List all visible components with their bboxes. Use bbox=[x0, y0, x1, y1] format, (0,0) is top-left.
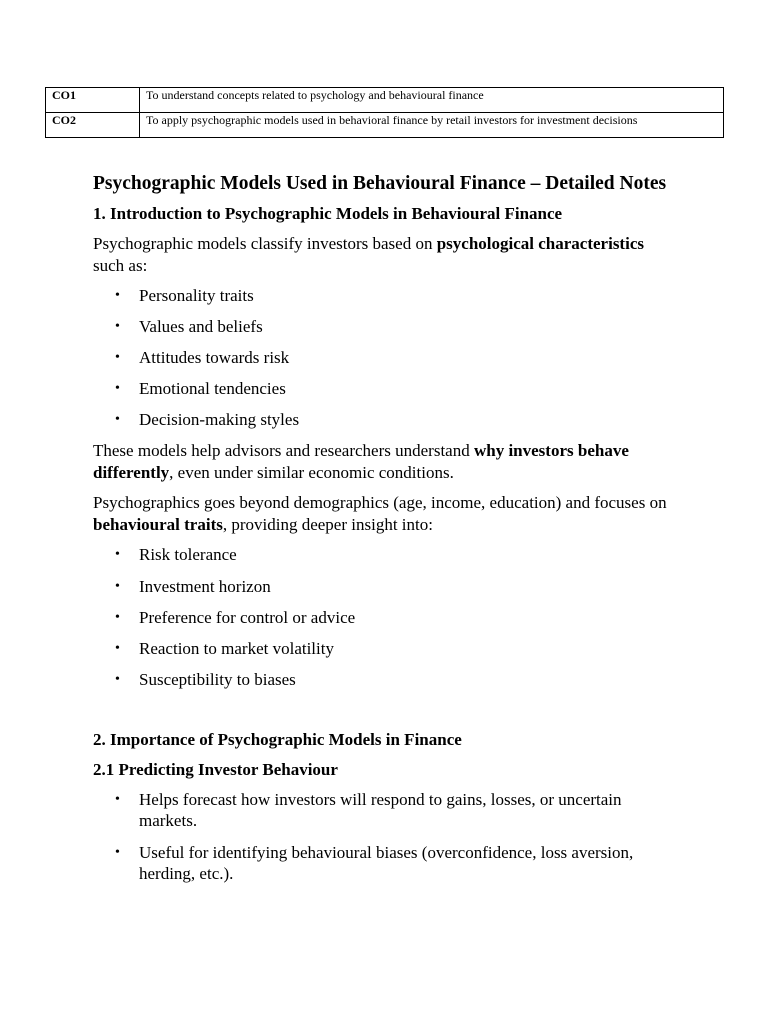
list-item: • Helps forecast how investors will respond to gains, losses, or uncertain markets. bbox=[93, 789, 673, 832]
list-item: • Personality traits bbox=[93, 285, 673, 307]
paragraph bbox=[93, 492, 673, 535]
text-span: Psychographics goes beyond demographics (age, income, education) and focuses on bbox=[93, 493, 667, 513]
document-body bbox=[93, 172, 673, 894]
bold-text: behavioural traits bbox=[93, 514, 223, 534]
section-heading: 2. Importance of Psychographic Models in Finance bbox=[93, 729, 462, 749]
co-description: To understand concepts related to psychology and behavioural finance bbox=[140, 88, 724, 113]
text-span: , providing deeper insight into: bbox=[222, 514, 433, 534]
list-item: • Preference for control or advice bbox=[93, 607, 673, 629]
text-span: These models help advisors and researchers understand bbox=[93, 441, 474, 461]
list-item: • Emotional tendencies bbox=[93, 378, 673, 400]
paragraph bbox=[93, 233, 673, 276]
table-row bbox=[46, 113, 724, 138]
bullet-list bbox=[93, 285, 673, 431]
co-code: CO1 bbox=[46, 88, 140, 113]
list-item: • Investment horizon bbox=[93, 576, 673, 598]
bullet-list bbox=[93, 789, 673, 885]
list-item: • Values and beliefs bbox=[93, 316, 673, 338]
section-heading: 1. Introduction to Psychographic Models in Behavioural Finance bbox=[93, 204, 563, 223]
list-item: • Risk tolerance bbox=[93, 544, 673, 566]
table-row bbox=[46, 88, 724, 113]
bold-text: why investors behave differently bbox=[93, 441, 629, 482]
text-span: such as: bbox=[93, 255, 148, 275]
list-item: • Decision-making styles bbox=[93, 409, 673, 431]
co-code: CO2 bbox=[46, 113, 140, 138]
page-title: Psychographic Models Used in Behavioural Finance – Detailed Notes bbox=[93, 173, 667, 194]
text-span: Psychographic models classify investors based on bbox=[93, 234, 437, 253]
list-item: • Susceptibility to biases bbox=[93, 669, 673, 691]
paragraph bbox=[93, 440, 673, 483]
bullet-list bbox=[93, 544, 673, 690]
list-item: • Attitudes towards risk bbox=[93, 347, 673, 369]
text-span: , even under similar economic conditions. bbox=[169, 462, 454, 482]
course-outcomes-table bbox=[45, 87, 724, 138]
list-item: • Useful for identifying behavioural biases (overconfidence, loss aversion, herding, etc.). bbox=[93, 842, 673, 885]
section-spacer bbox=[93, 700, 673, 729]
subsection-heading: 2.1 Predicting Investor Behaviour bbox=[93, 759, 338, 779]
list-item: • Reaction to market volatility bbox=[93, 638, 673, 660]
co-description: To apply psychographic models used in behavioral finance by retail investors for investment decisions bbox=[140, 113, 724, 138]
bold-text: psychological characteristics bbox=[436, 234, 644, 253]
